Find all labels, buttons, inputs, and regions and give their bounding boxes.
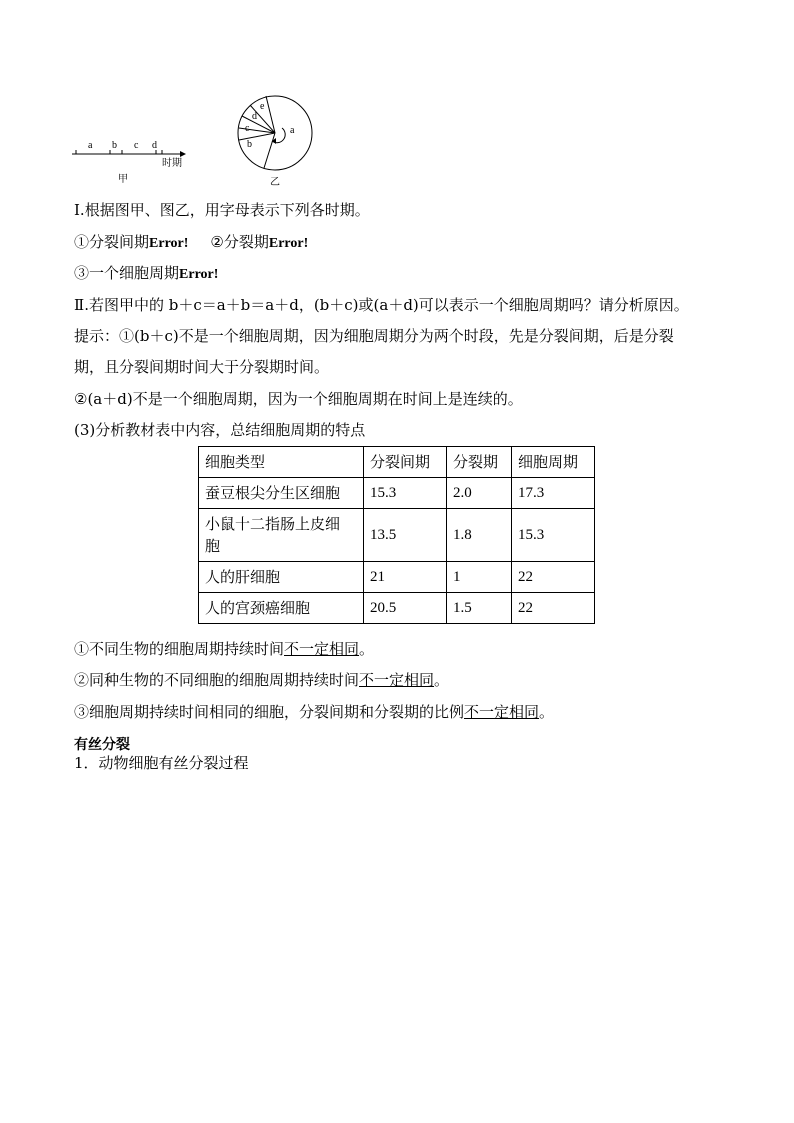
question-1: Ⅰ.根据图甲、图乙，用字母表示下列各时期。	[74, 201, 370, 219]
underlined-answer: 不一定相同	[284, 640, 360, 658]
table-row	[199, 593, 595, 624]
answer-line-1	[74, 231, 308, 252]
segment-label-d: d	[152, 140, 157, 151]
figure-yi-circle	[232, 94, 322, 188]
table-cell: 13.5	[364, 509, 447, 562]
conclusion-end: 。	[359, 640, 375, 658]
table-cell-line: 小鼠十二指肠上皮细	[205, 515, 341, 533]
sector-label-c: c	[245, 123, 250, 134]
item-interphase: ①分裂间期	[74, 233, 150, 251]
table-row	[199, 478, 595, 509]
segment-label-b: b	[112, 140, 117, 151]
table-header: 分裂间期	[364, 447, 447, 478]
item-division: ②分裂期	[210, 233, 269, 251]
table-row	[199, 562, 595, 593]
sector-label-b: b	[247, 139, 252, 150]
table-header: 分裂期	[447, 447, 512, 478]
axis-label: 时期	[162, 158, 182, 169]
table-cell: 17.3	[512, 478, 595, 509]
table-cell: 22	[512, 562, 595, 593]
conclusion-1	[74, 638, 374, 659]
conclusion-text: ③细胞周期持续时间相同的细胞，分裂间期和分裂期的比例	[74, 703, 465, 721]
error-marker: Error!	[179, 267, 219, 282]
hint-line: ②(a＋d)不是一个细胞周期，因为一个细胞周期在时间上是连续的。	[74, 390, 523, 408]
table-cell: 15.3	[364, 478, 447, 509]
conclusion-end: 。	[539, 703, 555, 721]
table-cell: 人的宫颈癌细胞	[199, 593, 364, 624]
hint-line: 期，且分裂间期时间大于分裂期时间。	[74, 358, 330, 376]
figure-caption-yi: 乙	[270, 177, 280, 188]
table-cell: 1	[447, 562, 512, 593]
sector-label-a: a	[290, 125, 295, 136]
table-cell-line: 胞	[205, 537, 221, 555]
table-header-row	[199, 447, 595, 478]
conclusion-text: ②同种生物的不同细胞的细胞周期持续时间	[74, 671, 360, 689]
underlined-answer: 不一定相同	[464, 703, 540, 721]
figure-caption-jia: 甲	[118, 174, 128, 185]
cell-cycle-table	[198, 446, 595, 624]
sector-label-e: e	[260, 101, 265, 112]
table-cell: 2.0	[447, 478, 512, 509]
table-cell: 蚕豆根尖分生区细胞	[199, 478, 364, 509]
underlined-answer: 不一定相同	[359, 671, 435, 689]
table-cell: 21	[364, 562, 447, 593]
conclusion-3	[74, 701, 554, 722]
table-cell: 1.5	[447, 593, 512, 624]
table-cell: 20.5	[364, 593, 447, 624]
error-marker: Error!	[149, 236, 189, 251]
figure-jia-timeline	[68, 136, 198, 186]
segment-label-c: c	[134, 140, 139, 151]
table-cell: 1.8	[447, 509, 512, 562]
table-cell	[199, 509, 364, 562]
section-3-title: (3)分析教材表中内容，总结细胞周期的特点	[74, 421, 366, 439]
mitosis-heading: 有丝分裂	[74, 737, 130, 753]
answer-line-2	[74, 262, 218, 283]
table-cell: 人的肝细胞	[199, 562, 364, 593]
segment-label-a: a	[88, 140, 93, 151]
conclusion-end: 。	[434, 671, 450, 689]
conclusion-2	[74, 669, 449, 690]
table-header: 细胞类型	[199, 447, 364, 478]
sector-label-d: d	[252, 111, 257, 122]
table-cell: 22	[512, 593, 595, 624]
mitosis-item-1: 1．动物细胞有丝分裂过程	[74, 754, 249, 772]
item-cycle: ③一个细胞周期	[74, 264, 180, 282]
table-cell: 15.3	[512, 509, 595, 562]
question-2: Ⅱ.若图甲中的 b＋c＝a＋b＝a＋d，(b＋c)或(a＋d)可以表示一个细胞周期吗？请分析原因。	[74, 296, 689, 314]
table-header: 细胞周期	[512, 447, 595, 478]
error-marker: Error!	[268, 236, 309, 251]
conclusion-text: ①不同生物的细胞周期持续时间	[74, 640, 285, 658]
table-row	[199, 509, 595, 562]
hint-line: 提示：①(b＋c)不是一个细胞周期，因为细胞周期分为两个时段，先是分裂间期，后是分裂	[74, 327, 674, 345]
